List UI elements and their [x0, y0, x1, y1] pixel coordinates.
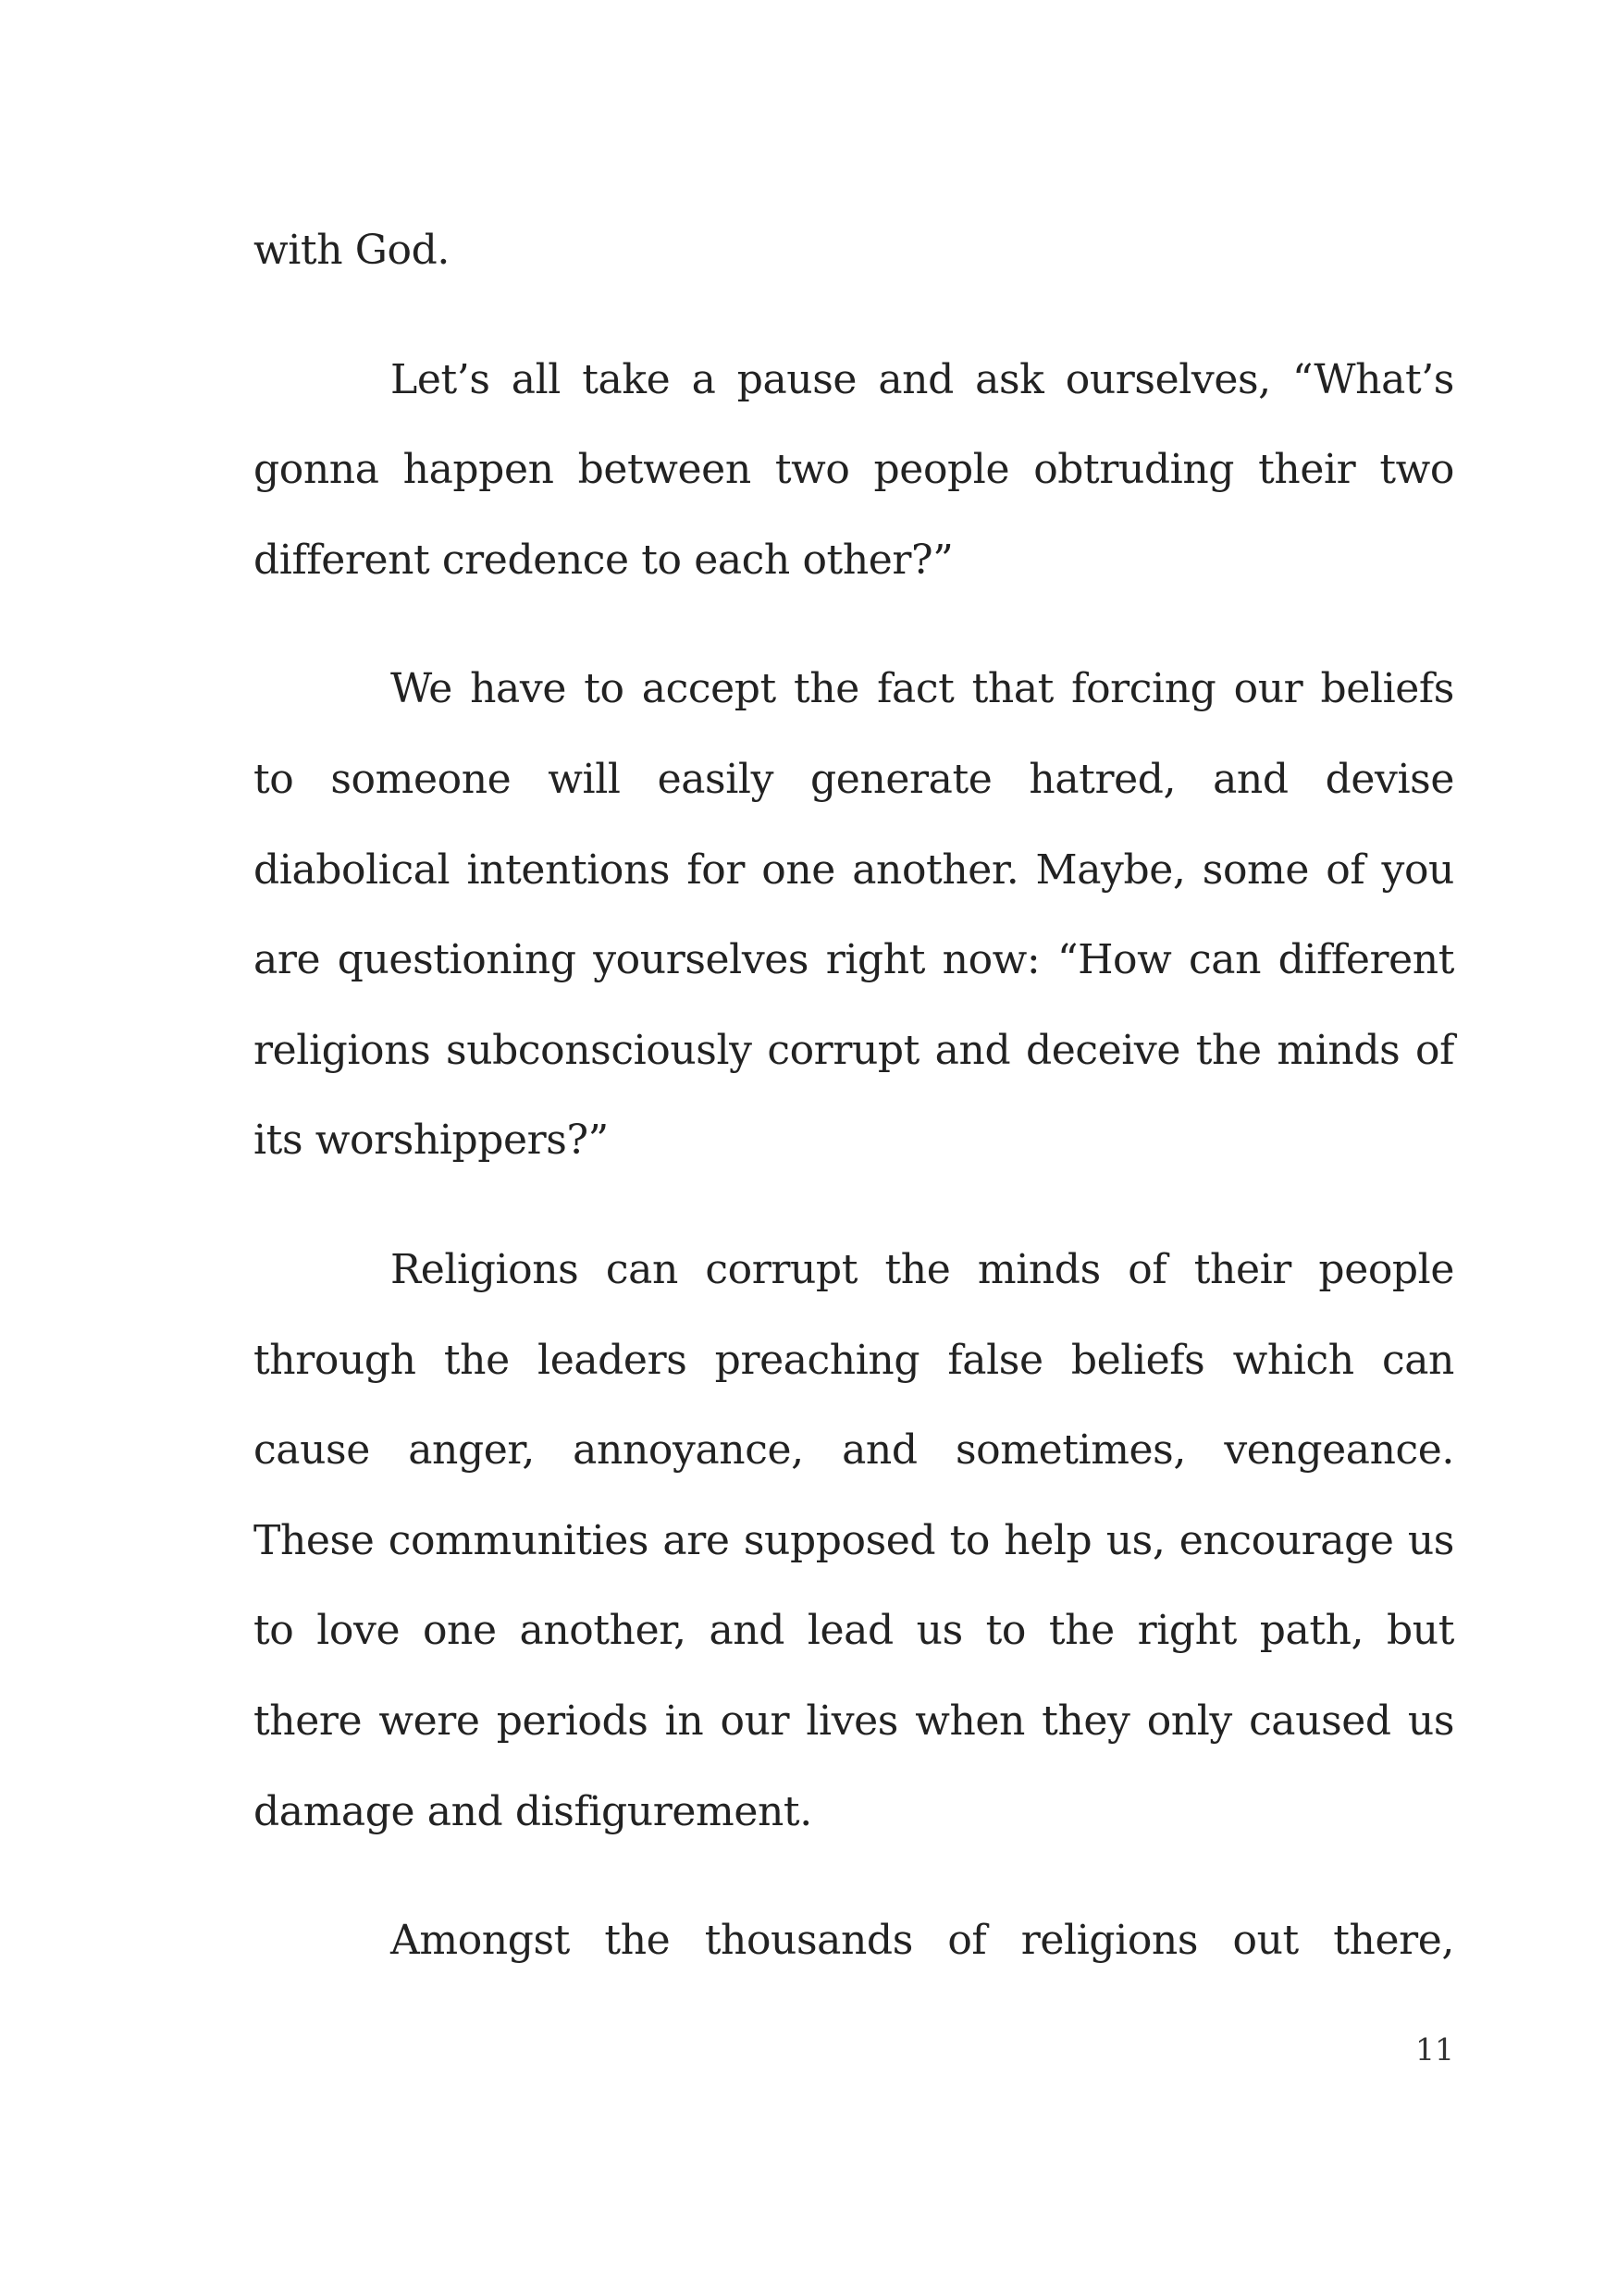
- paragraph: We have to accept the fact that forcing our beliefs to someone will easily generate hatred, and devise diabolical intentions for one another. Maybe, some of you are questioning yourselves right now: “How can different religions subconsciously corrupt and deceive the minds of its worshippers?”: [253, 665, 1454, 1165]
- paragraph: Religions can corrupt the minds of their people through the leaders preaching false beliefs which can cause anger, annoyance, and sometimes, vengeance. These communities are supposed to help us, encourage us to love one another, and lead us to the right path, but there were periods in our lives when they only caused us damage and disfigurement.: [253, 1245, 1454, 1835]
- paragraph-continuation: with God.: [253, 227, 450, 274]
- page-number: 11: [1415, 2031, 1454, 2068]
- body-text: [253, 205, 1454, 2025]
- paragraph: Let’s all take a pause and ask ourselves, “What’s gonna happen between two people obtruding their two different credence to each other?”: [253, 355, 1454, 584]
- paragraph: Amongst the thousands of religions out there,: [390, 1917, 1454, 1965]
